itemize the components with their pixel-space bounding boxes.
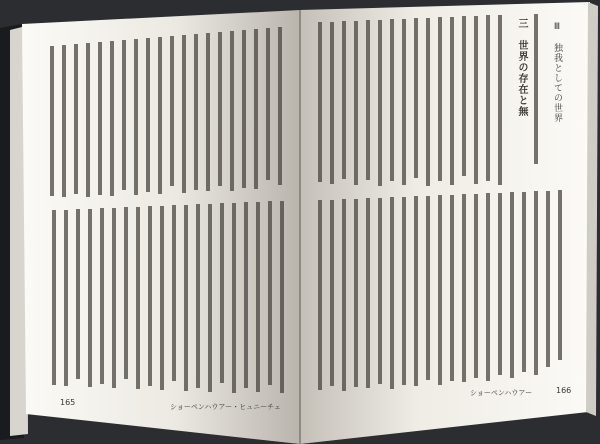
right-page-subheading: Ⅲ 独我としての世界 (552, 22, 562, 123)
right-page-running-footer: ショーペンハウアー (470, 389, 533, 397)
left-page-number: 165 (60, 398, 76, 407)
right-page-lower-text-block (318, 190, 562, 391)
left-page-running-footer: ショーペンハウアー・ヒュニーチェ (170, 403, 281, 411)
right-page-number: 166 (556, 386, 572, 395)
right-page-stack (586, 2, 598, 416)
right-page-section-heading: 三 世界の存在と無 (516, 18, 527, 117)
